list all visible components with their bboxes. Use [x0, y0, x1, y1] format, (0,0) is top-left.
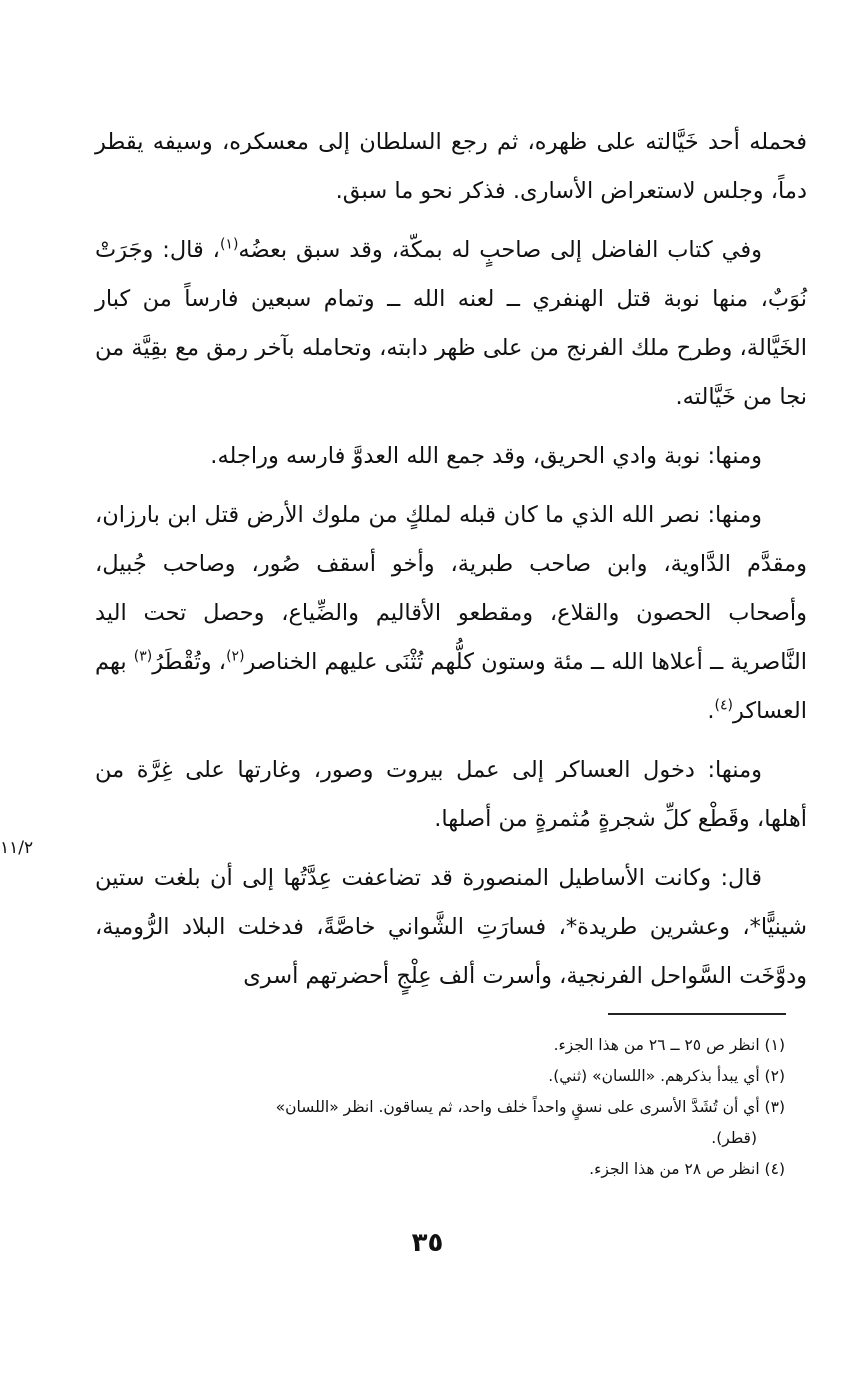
- text-run: قال: وكانت الأساطيل المنصورة قد تضاعفت عِدَّتُها إلى أن بلغت ستين شينيًّا*، وعشرين طريدة*، فسارَتِ الشَّواني خاصَّةً، فدخلت البلاد الرُّومية، ودوَّخَت السَّواحل الفرنجية، وأسرت ألف عِلْجٍ أحضرتهم أسرى: [95, 865, 807, 989]
- paragraph: [95, 854, 807, 1001]
- paragraph: [95, 432, 807, 481]
- text-run: ، وتُقْطَرُ: [152, 649, 227, 675]
- text-run: ، قال: وجَرَتْ نُوَبٌ، منها نوبة قتل الهنفري ــ لعنه الله ــ وتمام سبعين فارساً من كبار الخَيَّالة، وطرح ملك الفرنج من على ظهر دابته، وتحامله بآخر رمق مع بقِيَّة من نجا من خَيَّالته.: [95, 237, 807, 410]
- footnote-separator: [608, 1013, 786, 1015]
- paragraph: [95, 491, 807, 736]
- text-run: بهم العساكر: [95, 649, 807, 724]
- footnote: (٤) انظر ص ٢٨ من هذا الجزء.: [589, 1160, 785, 1178]
- footnote: (١) انظر ص ٢٥ ــ ٢٦ من هذا الجزء.: [553, 1036, 785, 1054]
- text-run: ومنها: دخول العساكر إلى عمل بيروت وصور، وغارتها على غِرَّة من أهلها، وقَطْع كلِّ شجرةٍ مُثمرةٍ من أصلها.: [95, 757, 807, 832]
- footnote: (٢) أي يبدأ بذكرهم. «اللسان» (ثني).: [548, 1067, 785, 1085]
- text-run: .: [707, 698, 715, 724]
- text-run: فحمله أحد خَيَّالته على ظهره، ثم رجع السلطان إلى معسكره، وسيفه يقطر دماً، وجلس لاستعراض الأسارى. فذكر نحو ما سبق.: [95, 129, 807, 204]
- main-text: [95, 118, 807, 1011]
- paragraph: [95, 226, 807, 422]
- text-run: ومنها: نوبة وادي الحريق، وقد جمع الله العدوَّ فارسه وراجله.: [210, 443, 762, 469]
- footnote-marker: (٣): [133, 648, 153, 665]
- footnote-marker: (١): [219, 236, 239, 253]
- footnote-marker: (٢): [226, 648, 245, 665]
- paragraph: [95, 746, 807, 844]
- footnote-continuation: (قطر).: [711, 1129, 757, 1147]
- margin-reference: ١١/٢: [0, 838, 34, 858]
- footnotes: [95, 1030, 785, 1185]
- text-run: ومنها: نصر الله الذي ما كان قبله لملكٍ من ملوك الأرض قتل ابن بارزان، ومقدَّم الدَّاوية، وابن صاحب طبرية، وأخو أسقف صُور، وصاحب جُبيل، وأصحاب الحصون والقلاع، ومقطعو الأقاليم والضِّياع، وحصل تحت اليد النَّاصرية ــ أعلاها الله ــ مئة وستون كلُّهم تُثْنَى عليهم الخناصر: [95, 502, 808, 675]
- paragraph: [95, 118, 807, 216]
- footnote: (٣) أي أن تُشَدَّ الأسرى على نسقٍ واحداً خلف واحد، ثم يساقون. انظر «اللسان»: [275, 1098, 785, 1116]
- footnote-marker: (٤): [714, 697, 733, 714]
- text-run: وفي كتاب الفاضل إلى صاحبٍ له بمكّة، وقد سبق بعضُه: [238, 237, 762, 263]
- page-number: ٣٥: [411, 1228, 444, 1258]
